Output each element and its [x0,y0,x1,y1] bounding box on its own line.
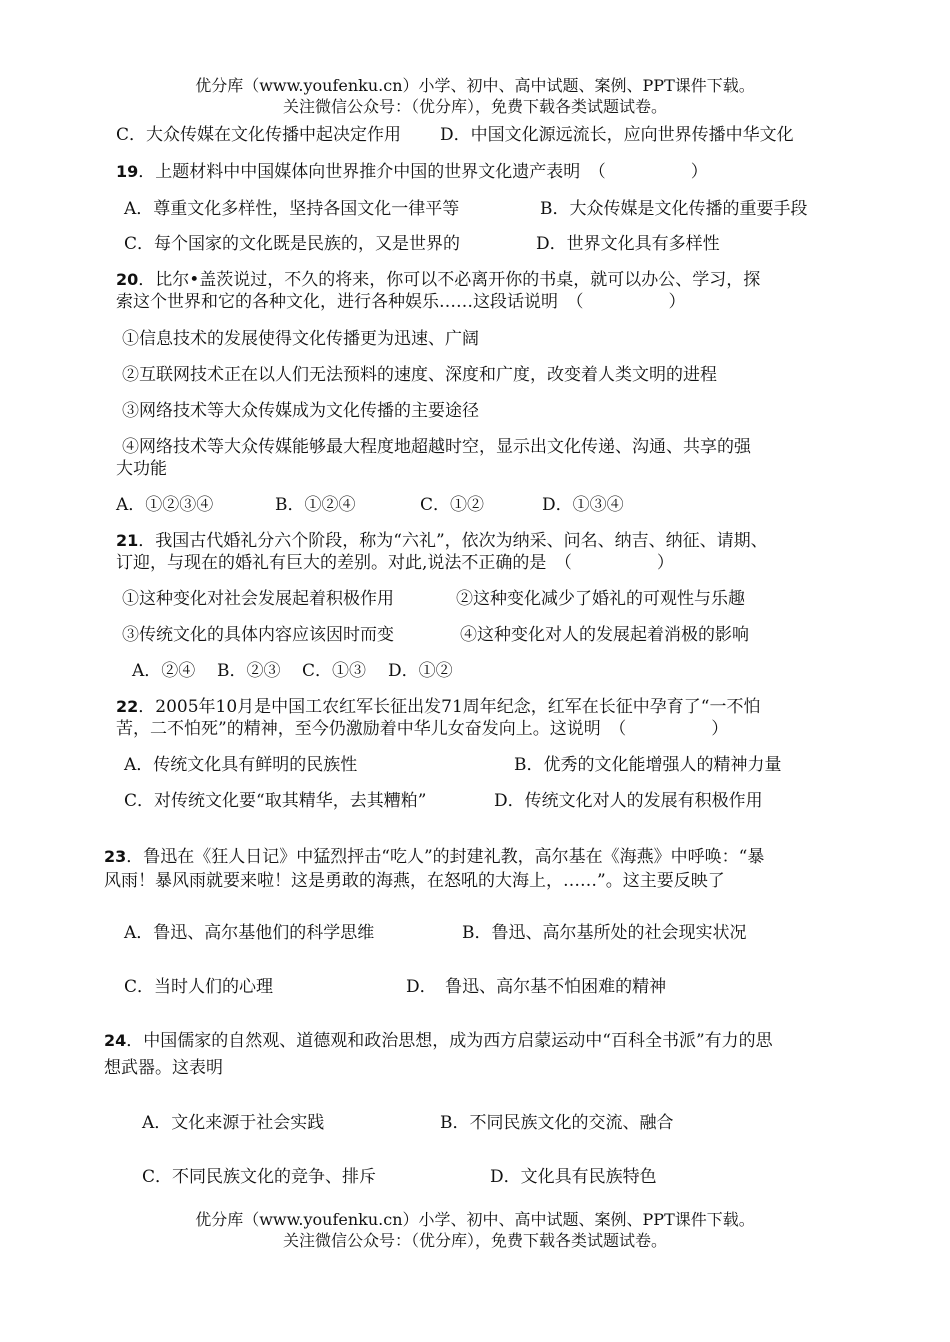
q24-option-b: B．不同民族文化的交流、融合 [440,1113,674,1133]
page-header-line-1: 优分库（www.youfenku.cn）小学、初中、高中试题、案例、PPT课件下载。 [195,76,755,95]
q23-option-c: C．当时人们的心理 [124,977,274,997]
q22-option-c: C．对传统文化要“取其精华，去其糟粕” [124,791,427,811]
q21-stem-line-1 [116,530,768,552]
q19-stem [116,161,708,183]
q21-option-a: A．②④ [132,661,196,681]
q18-option-c: C．大众传媒在文化传播中起决定作用 [116,125,402,145]
q21-statement-2: ②这种变化减少了婚礼的可观性与乐趣 [456,589,745,609]
q21-option-d: D．①② [388,661,453,681]
q22-option-d: D．传统文化对人的发展有积极作用 [494,791,763,811]
q24-number: 24 [104,1031,127,1050]
q19-option-a: A．尊重文化多样性，坚持各国文化一律平等 [124,199,460,219]
q19-number: 19 [116,162,139,181]
q21-statement-3: ③传统文化的具体内容应该因时而变 [122,625,394,645]
q22-stem-line-1 [116,696,760,718]
q19-option-b: B．大众传媒是文化传播的重要手段 [540,199,808,219]
q22-stem-line-2: 苦，二不怕死”的精神，至今仍激励着中华儿女奋发向上。这说明 （ ） [116,719,729,739]
q23-option-a: A．鲁迅、高尔基他们的科学思维 [124,923,375,943]
q20-stem-line-2: 索这个世界和它的各种文化，进行各种娱乐……这段话说明 （ ） [116,292,686,312]
q21-number: 21 [116,531,139,550]
q20-statement-4-line-2: 大功能 [116,459,167,479]
q23-stem-line-1 [104,846,764,868]
page-footer-line-1: 优分库（www.youfenku.cn）小学、初中、高中试题、案例、PPT课件下载。 [195,1210,755,1229]
q24-stem-text-1: ．中国儒家的自然观、道德观和政治思想，成为西方启蒙运动中“百科全书派”有力的思 [126,1031,773,1051]
q18-option-d: D．中国文化源远流长，应向世界传播中华文化 [440,125,794,145]
q20-option-c: C．①② [420,495,485,515]
q24-stem-line-1 [104,1030,773,1052]
q22-number: 22 [116,697,139,716]
q23-option-b: B．鲁迅、高尔基所处的社会现实状况 [462,923,747,943]
q20-option-d: D．①③④ [542,495,624,515]
q20-option-b: B．①②④ [275,495,356,515]
q19-option-c: C．每个国家的文化既是民族的，又是世界的 [124,234,461,254]
q20-number: 20 [116,270,139,289]
q21-option-b: B．②③ [217,661,281,681]
q20-statement-1: ①信息技术的发展使得文化传播更为迅速、广阔 [122,329,479,349]
q24-stem-line-2: 想武器。这表明 [104,1058,223,1078]
q19-stem-text: ．上题材料中中国媒体向世界推介中国的世界文化遗产表明 （ ） [138,162,708,182]
q19-option-d: D．世界文化具有多样性 [536,234,720,254]
q23-option-d: D． 鲁迅、高尔基不怕困难的精神 [406,977,667,997]
q22-option-b: B．优秀的文化能增强人的精神力量 [514,755,782,775]
q21-statement-1: ①这种变化对社会发展起着积极作用 [122,589,394,609]
page-footer-line-2: 关注微信公众号：（优分库），免费下载各类试题试卷。 [282,1231,667,1250]
q20-option-a: A．①②③④ [116,495,214,515]
q20-statement-2: ②互联网技术正在以人们无法预料的速度、深度和广度，改变着人类文明的进程 [122,365,717,385]
q20-statement-3: ③网络技术等大众传媒成为文化传播的主要途径 [122,401,479,421]
q24-option-c: C．不同民族文化的竞争、排斥 [142,1167,377,1187]
q21-stem-line-2: 订迎，与现在的婚礼有巨大的差别。对此,说法不正确的是 （ ） [116,553,674,573]
q21-statement-4: ④这种变化对人的发展起着消极的影响 [460,625,749,645]
q21-option-c: C．①③ [302,661,367,681]
q23-stem-line-2: 风雨！暴风雨就要来啦！这是勇敢的海燕，在怒吼的大海上，……”。这主要反映了 [104,871,725,891]
page-header-line-2: 关注微信公众号：（优分库），免费下载各类试题试卷。 [282,97,667,116]
q23-stem-text-1: ．鲁迅在《狂人日记》中猛烈抨击“吃人”的封建礼教，高尔基在《海燕》中呼唤：“暴 [126,847,765,867]
q22-stem-text-1: ．2005年10月是中国工农红军长征出发71周年纪念，红军在长征中孕育了“一不怕 [138,697,761,717]
q23-number: 23 [104,847,127,866]
q21-stem-text-1: ．我国古代婚礼分六个阶段，称为“六礼”，依次为纳采、问名、纳吉、纳征、请期、 [138,531,768,551]
q24-option-a: A．文化来源于社会实践 [142,1113,325,1133]
q22-option-a: A．传统文化具有鲜明的民族性 [124,755,358,775]
q24-option-d: D．文化具有民族特色 [490,1167,657,1187]
q20-stem-text-1: ．比尔•盖茨说过，不久的将来，你可以不必离开你的书桌，就可以办公、学习，探 [138,270,761,290]
q20-stem-line-1 [116,269,760,291]
q20-statement-4-line-1: ④网络技术等大众传媒能够最大程度地超越时空，显示出文化传递、沟通、共享的强 [122,437,751,457]
